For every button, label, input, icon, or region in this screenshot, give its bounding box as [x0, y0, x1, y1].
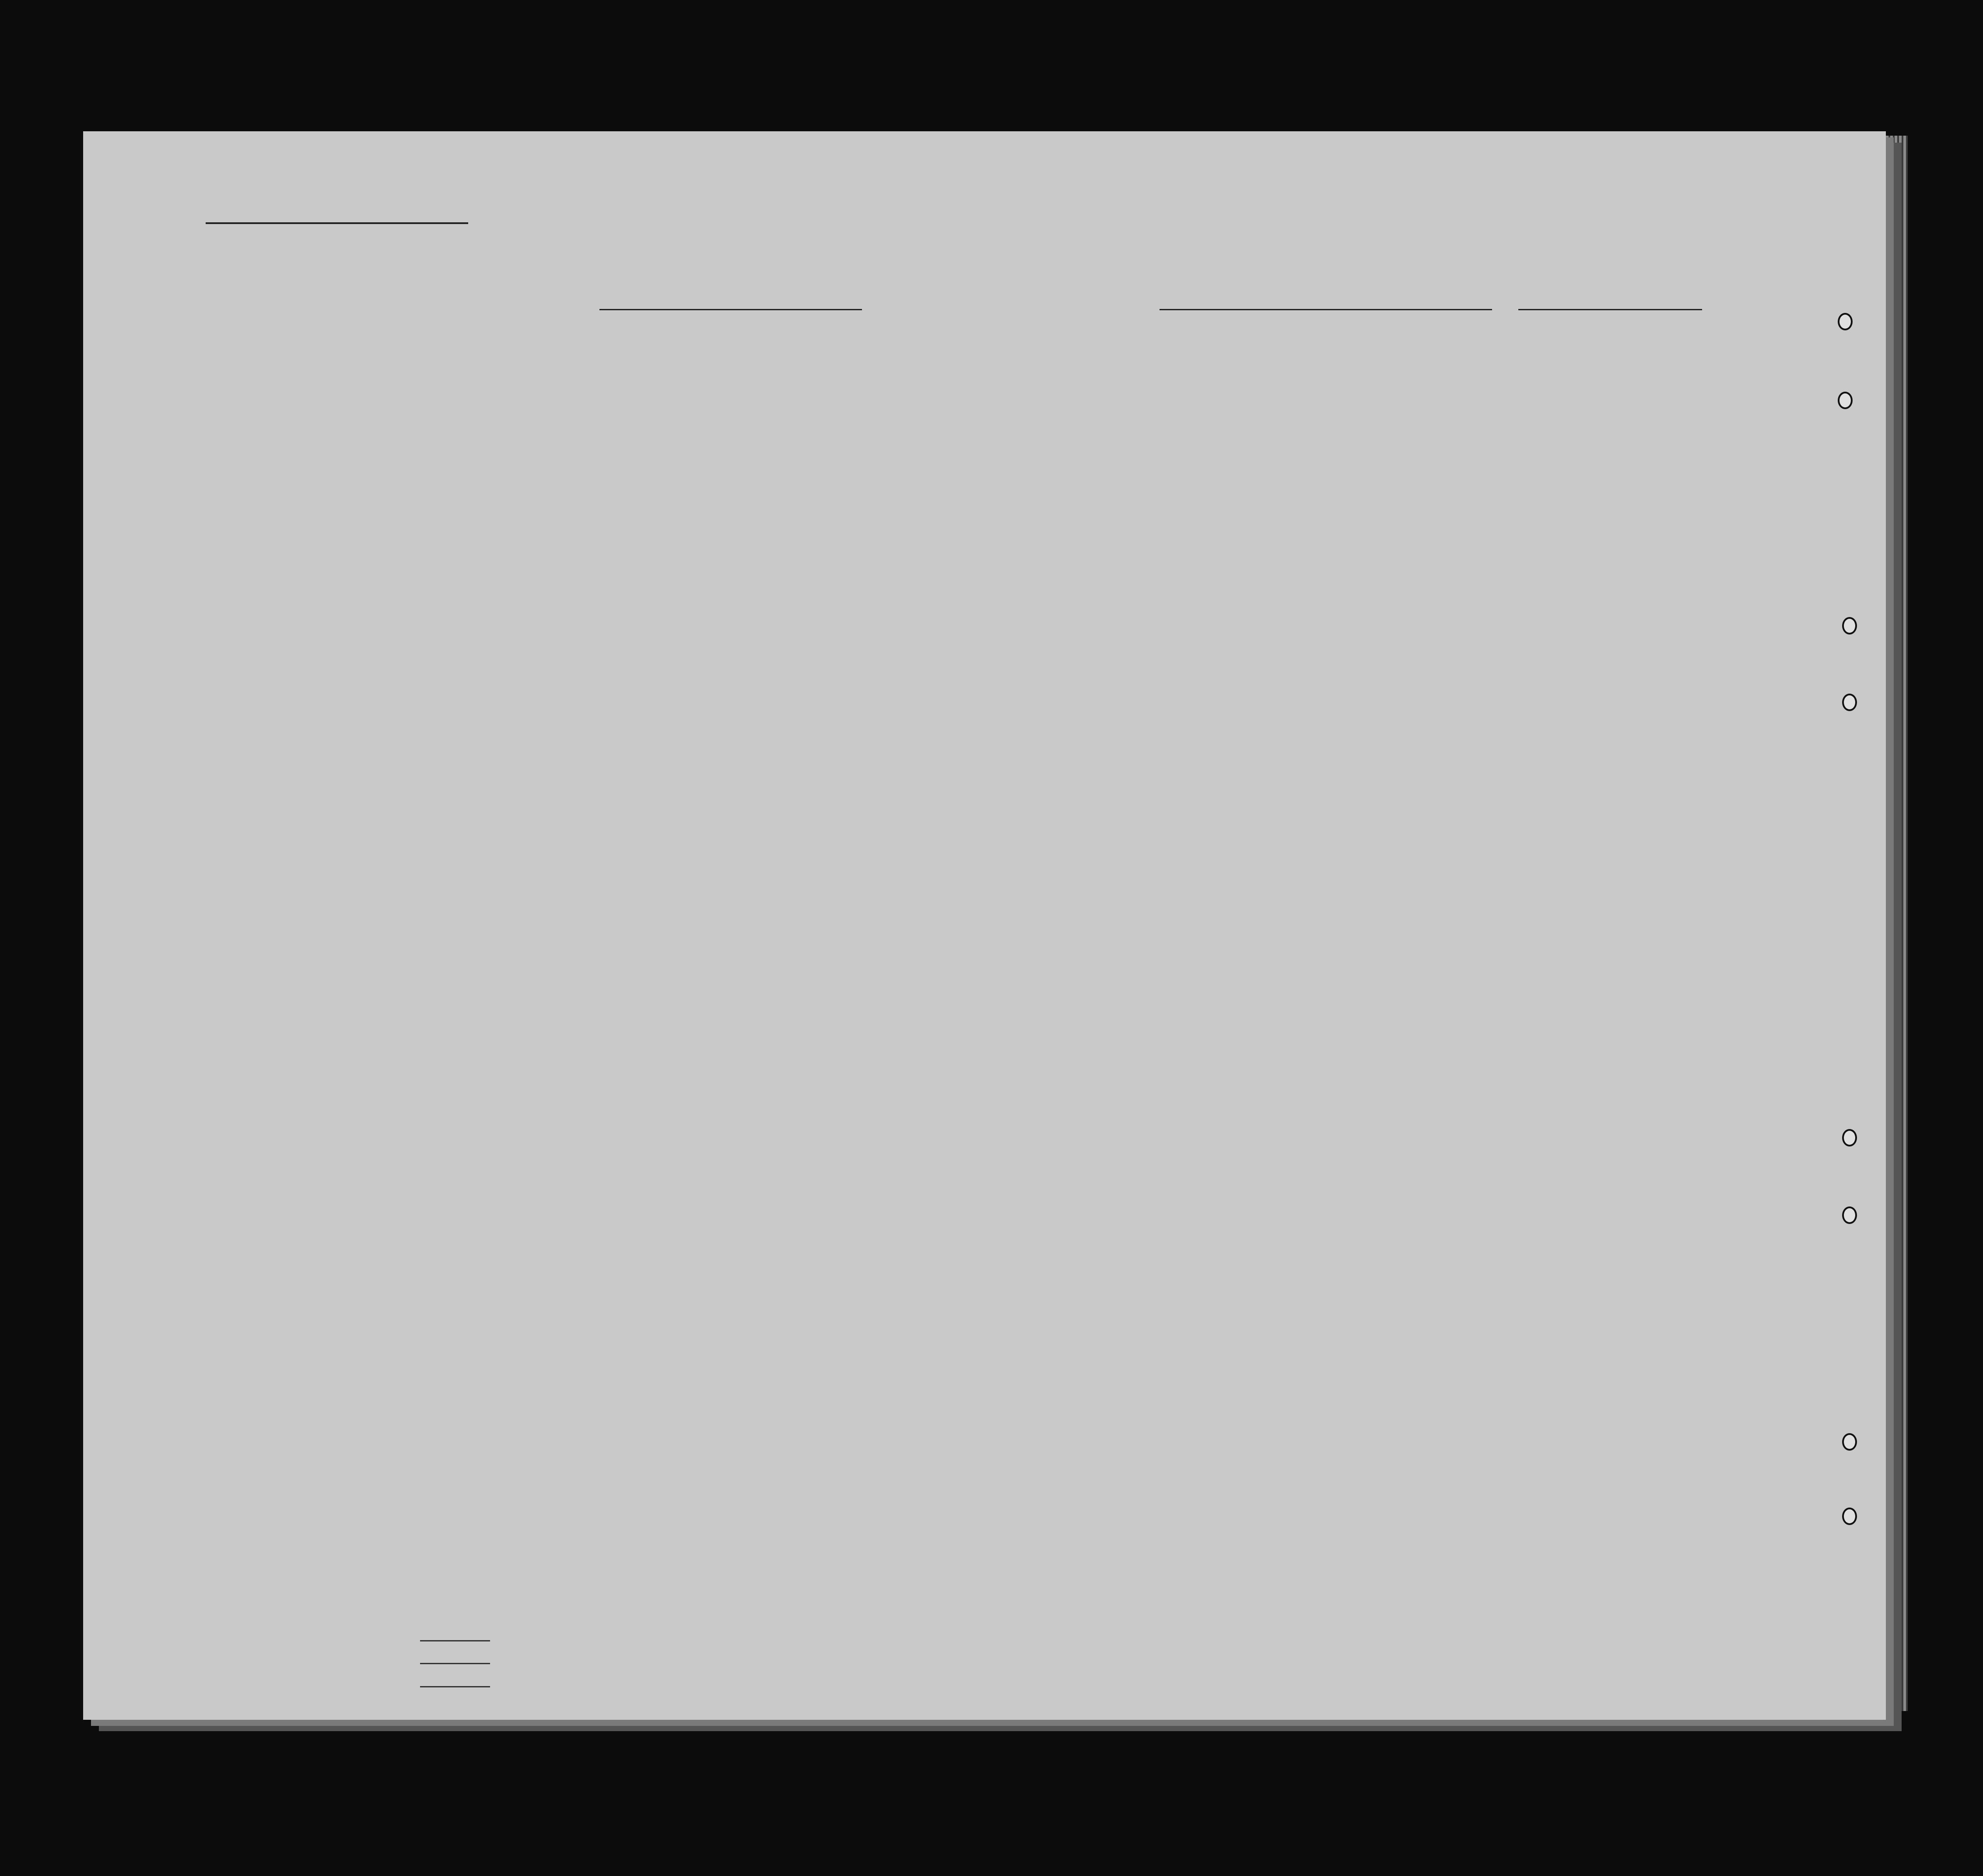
punch-hole-2	[1838, 392, 1853, 409]
total-passengers-line	[420, 1640, 490, 1641]
punch-hole-1	[1838, 313, 1853, 330]
us-citizens-line	[420, 1663, 490, 1664]
ship-underline	[599, 309, 862, 310]
punch-hole-6	[1842, 1206, 1857, 1224]
date-underline	[1518, 309, 1702, 310]
aliens-line	[420, 1686, 490, 1687]
manifest-table	[83, 326, 1822, 1586]
punch-hole-5	[1842, 1129, 1857, 1147]
punch-hole-8	[1842, 1508, 1857, 1525]
port-underline	[1160, 309, 1492, 310]
list-underline	[206, 222, 468, 224]
punch-hole-7	[1842, 1433, 1857, 1451]
punch-hole-3	[1842, 617, 1857, 635]
punch-hole-4	[1842, 694, 1857, 711]
